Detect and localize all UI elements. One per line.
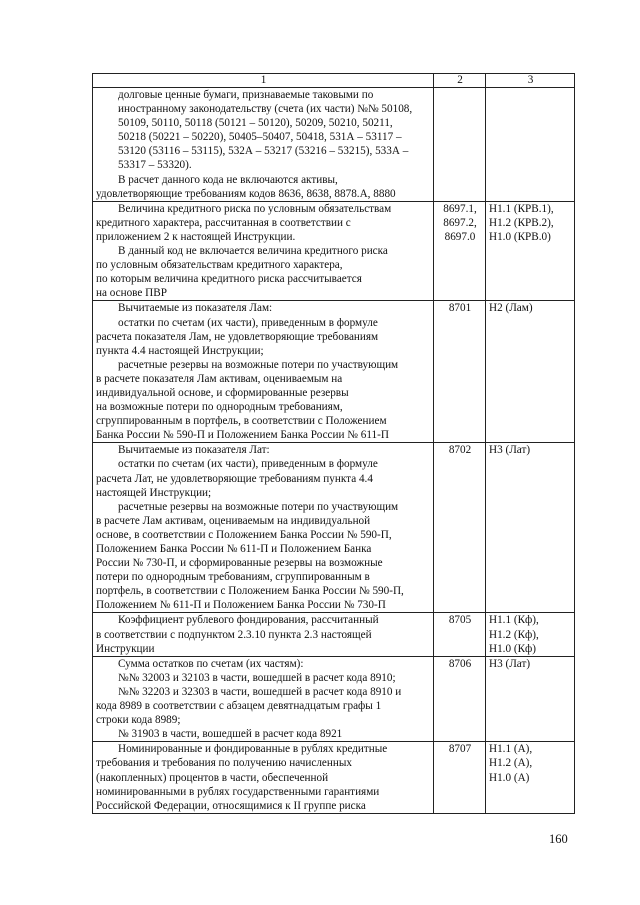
description-line: (накопленных) процентов в части, обеспеченной — [96, 771, 329, 784]
description-line: в расчете Лам активам, оцениваемым на индивидуальной — [96, 514, 371, 527]
indicator-cell — [486, 301, 575, 443]
indicator-value: Н1.1 (КРВ.1), — [489, 202, 554, 215]
description-line: по которым величина кредитного риска рассчитывается — [96, 273, 362, 286]
indicator-value: Н1.1 (Кф), — [489, 614, 539, 627]
description-line: 50109, 50110, 50118 (50121 – 50120), 50209, 50210, 50211, — [118, 117, 393, 130]
description-line: расчетные резервы на возможные потери по участвующим — [118, 358, 399, 371]
description-cell — [93, 613, 434, 656]
indicator-value: Н3 (Лат) — [489, 444, 531, 457]
instruction-table — [92, 73, 575, 814]
description-line: номинированными в рублях государственными гарантиями — [96, 785, 380, 798]
description-line: Положением Банка России № 611-П и Положением Банка — [96, 543, 372, 555]
indicator-value: Н1.0 (КРВ.0) — [489, 230, 551, 243]
description-line: России № 730-П, и сформированные резервы на возможные — [96, 557, 383, 570]
description-line: кредитного характера, рассчитанная в соответствии с — [96, 216, 351, 229]
description-cell — [93, 656, 434, 742]
description-line: сгруппированным в портфель, в соответствии с Положением — [96, 415, 387, 428]
description-line: иностранному законодательству (счета (их части) №№ 50108, — [118, 103, 413, 116]
indicator-value: Н1.1 (А), — [489, 743, 533, 756]
indicator-cell — [486, 742, 575, 813]
indicator-value: Н1.0 (А) — [489, 771, 530, 784]
description-cell — [93, 443, 434, 613]
header-col-1: 1 — [93, 74, 434, 88]
description-cell — [93, 88, 434, 202]
description-cell — [93, 201, 434, 301]
page-number: 160 — [549, 832, 568, 846]
code-cell — [434, 88, 486, 202]
description-line: Положением № 611-П и Положением Банка России № 730-П — [96, 599, 386, 612]
indicator-value: Н1.0 (Кф) — [489, 642, 537, 655]
description-line: потери по однородным требованиям, сгруппированным в — [96, 571, 370, 584]
description-line: остатки по счетам (их части), приведенным в формуле — [118, 458, 378, 471]
table-row — [93, 742, 575, 813]
code-cell — [434, 613, 486, 656]
description-cell — [93, 301, 434, 443]
table-row — [93, 88, 575, 202]
indicator-cell — [486, 88, 575, 202]
description-line: В данный код не включается величина кредитного риска — [118, 245, 388, 258]
description-line: остатки по счетам (их части), приведенным в формуле — [118, 316, 378, 329]
description-line: индивидуальной основе, и сформированные резервы — [96, 386, 349, 399]
header-col-3: 3 — [486, 74, 575, 88]
header-col-2: 2 — [434, 74, 486, 88]
table-body — [93, 74, 575, 814]
indicator-value: Н1.2 (Кф), — [489, 628, 539, 641]
code-value: 8697.1, — [443, 202, 477, 215]
code-value: 8702 — [448, 444, 472, 457]
description-line: 53317 – 53320). — [118, 159, 192, 172]
description-line: Номинированные и фондированные в рублях кредитные — [118, 743, 388, 756]
description-line: в соответствии с подпунктом 2.3.10 пункта 2.3 настоящей — [96, 628, 372, 641]
indicator-cell — [486, 201, 575, 301]
description-line: 53120 (53116 – 53115), 532А – 53217 (53216 – 53215), 533А – — [118, 145, 409, 158]
description-line: основе, в соответствии с Положением Банка России № 590-П, — [96, 528, 392, 541]
description-line: № 31903 в части, вошедшей в расчет кода 8921 — [118, 728, 343, 741]
indicator-value: Н1.2 (А), — [489, 757, 533, 770]
code-value: 8697.2, — [443, 216, 477, 229]
table-row — [93, 201, 575, 301]
code-cell — [434, 656, 486, 742]
description-line: портфель, в соответствии с Положением Банка России № 590-П, — [96, 585, 404, 598]
description-line: требования и требования по получению начисленных — [96, 757, 352, 770]
description-line: №№ 32203 и 32303 в части, вошедшей в расчет кода 8910 и — [118, 685, 402, 698]
description-line: расчетные резервы на возможные потери по участвующим — [118, 500, 399, 513]
code-cell — [434, 201, 486, 301]
description-line: Величина кредитного риска по условным обязательствам — [118, 202, 392, 215]
description-line: приложением 2 к настоящей Инструкции. — [96, 230, 296, 243]
description-line: удовлетворяющие требованиям кодов 8636, 8638, 8878.А, 8880 — [96, 187, 396, 200]
indicator-cell — [486, 656, 575, 742]
table-row — [93, 613, 575, 656]
description-line: строки кода 8989; — [96, 714, 181, 727]
description-line: Российской Федерации, относящимися к II группе риска — [96, 799, 366, 812]
indicator-value: Н1.2 (КРВ.2), — [489, 216, 554, 229]
code-cell — [434, 443, 486, 613]
table-row — [93, 656, 575, 742]
indicator-value: Н3 (Лат) — [489, 657, 531, 670]
description-line: на возможные потери по однородным требованиям, — [96, 401, 343, 414]
indicator-cell — [486, 613, 575, 656]
description-line: по условным обязательствам кредитного характера, — [96, 259, 343, 272]
description-line: Сумма остатков по счетам (их частям): — [118, 657, 304, 670]
table-header-row — [93, 74, 575, 88]
code-value: 8706 — [448, 657, 472, 670]
description-line: Вычитаемые из показателя Лам: — [118, 302, 273, 315]
description-line: 50218 (50221 – 50220), 50405–50407, 50418, 531А – 53117 – — [118, 131, 402, 144]
description-line: пункта 4.4 настоящей Инструкции; — [96, 344, 264, 357]
code-value: 8697.0 — [444, 230, 476, 243]
description-line: настоящей Инструкции; — [96, 486, 212, 499]
description-line: В расчет данного кода не включаются активы, — [118, 173, 338, 186]
description-line: №№ 32003 и 32103 в части, вошедшей в расчет кода 8910; — [118, 671, 396, 684]
description-line: кода 8989 в соответствии с абзацем девятнадцатым графы 1 — [96, 700, 382, 713]
description-line: расчета показателя Лам, не удовлетворяющие требованиям — [96, 330, 379, 343]
description-line: Вычитаемые из показателя Лат: — [118, 444, 270, 457]
description-cell — [93, 742, 434, 813]
description-line: Коэффициент рублевого фондирования, рассчитанный — [118, 614, 379, 627]
indicator-value: Н2 (Лам) — [489, 302, 533, 315]
description-line: в расчете показателя Лам активам, оцениваемым на — [96, 372, 343, 385]
indicator-cell — [486, 443, 575, 613]
code-value: 8707 — [448, 743, 472, 756]
code-value: 8705 — [448, 614, 472, 627]
description-line: Инструкции — [96, 642, 155, 655]
code-cell — [434, 301, 486, 443]
description-line: Банка России № 590-П и Положением Банка России № 611-П — [96, 429, 389, 442]
table-row — [93, 443, 575, 613]
description-line: на основе ПВР — [96, 287, 167, 300]
description-line: расчета Лат, не удовлетворяющие требованиям пункта 4.4 — [96, 472, 373, 485]
description-line: долговые ценные бумаги, признаваемые таковыми по — [118, 89, 374, 101]
code-value: 8701 — [448, 302, 472, 315]
table-row — [93, 301, 575, 443]
code-cell — [434, 742, 486, 813]
